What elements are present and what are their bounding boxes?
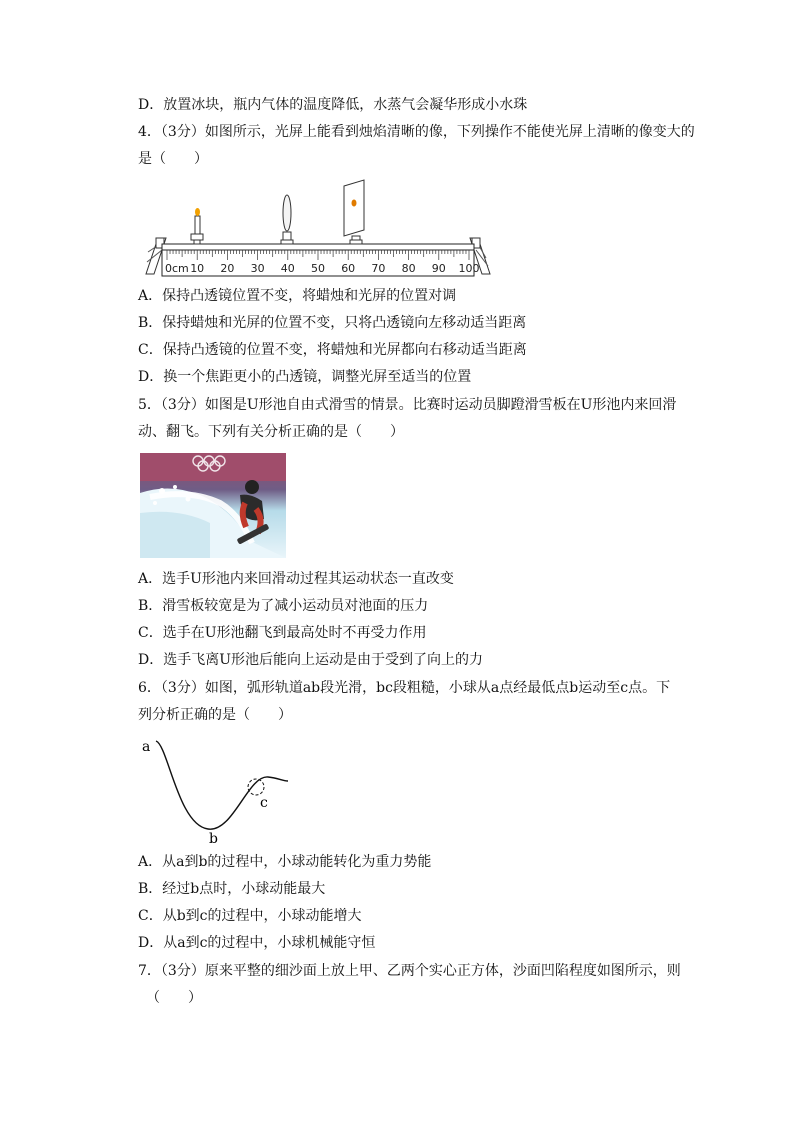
- ruler-label: 10: [190, 262, 205, 275]
- q4-stem-line1: 4．（3分）如图所示，光屏上能看到烛焰清晰的像，下列操作不能使光屏上清晰的像变大的: [138, 124, 695, 140]
- q4-option-d: D．换一个焦距更小的凸透镜，调整光屏至适当的位置: [138, 369, 472, 385]
- ruler-label: 40: [280, 262, 295, 275]
- q5-option-c: C．选手在U形池翻飞到最高处时不再受力作用: [138, 625, 427, 641]
- q6-stem-line1: 6．（3分）如图，弧形轨道ab段光滑，bc段粗糙，小球从a点经最低点b运动至c点。下: [138, 680, 671, 696]
- q4-option-b: B．保持蜡烛和光屏的位置不变，只将凸透镜向左移动适当距离: [138, 315, 527, 331]
- ruler-label: 100: [458, 262, 480, 275]
- convex-lens: [281, 195, 293, 244]
- ruler-label: 90: [431, 262, 446, 275]
- snowboard-photo: [140, 453, 286, 558]
- q6-option-b: B．经过b点时，小球动能最大: [138, 881, 326, 897]
- ruler-label: 30: [250, 262, 265, 275]
- point-label-a: a: [142, 739, 151, 755]
- optical-bench-figure: [140, 178, 500, 280]
- ruler-label: 80: [401, 262, 416, 275]
- ruler-label: 70: [371, 262, 386, 275]
- q6-stem-line2: 列分析正确的是（ ）: [138, 707, 292, 723]
- q7-stem-line2: （ ）: [146, 990, 202, 1006]
- q4-option-a: A．保持凸透镜位置不变，将蜡烛和光屏的位置对调: [138, 288, 457, 304]
- q4-option-c: C．保持凸透镜的位置不变，将蜡烛和光屏都向右移动适当距离: [138, 342, 527, 358]
- q6-option-c: C．从b到c的过程中，小球动能增大: [138, 908, 362, 924]
- q5-option-a: A．选手U形池内来回滑动过程其运动状态一直改变: [138, 571, 454, 587]
- q5-stem-line1: 5．（3分）如图是U形池自由式滑雪的情景。比赛时运动员脚蹬滑雪板在U形池内来回滑: [138, 397, 677, 413]
- q4-stem-line2: 是（ ）: [138, 151, 208, 167]
- q5-stem-line2: 动、翻飞。下列有关分析正确的是（ ）: [138, 424, 404, 440]
- ruler-label: 0cm: [165, 262, 189, 275]
- q7-stem-line1: 7．（3分）原来平整的细沙面上放上甲、乙两个实心正方体，沙面凹陷程度如图所示，则: [138, 963, 681, 979]
- light-screen: [344, 180, 364, 244]
- q6-option-a: A．从a到b的过程中，小球动能转化为重力势能: [138, 854, 432, 870]
- q6-option-d: D．从a到c的过程中，小球机械能守恒: [138, 935, 376, 951]
- arc-track-figure: [138, 735, 298, 847]
- point-label-c: c: [260, 795, 268, 811]
- ruler-label: 50: [311, 262, 325, 275]
- ruler-label: 60: [341, 262, 356, 275]
- candle: [191, 208, 203, 244]
- point-label-b: b: [209, 831, 218, 847]
- q5-option-d: D．选手飞离U形池后能向上运动是由于受到了向上的力: [138, 652, 484, 668]
- q3-option-d: D．放置冰块，瓶内气体的温度降低，水蒸气会凝华形成小水珠: [138, 97, 528, 113]
- ruler-label: 20: [220, 262, 235, 275]
- q5-option-b: B．滑雪板较宽是为了减小运动员对池面的压力: [138, 598, 429, 614]
